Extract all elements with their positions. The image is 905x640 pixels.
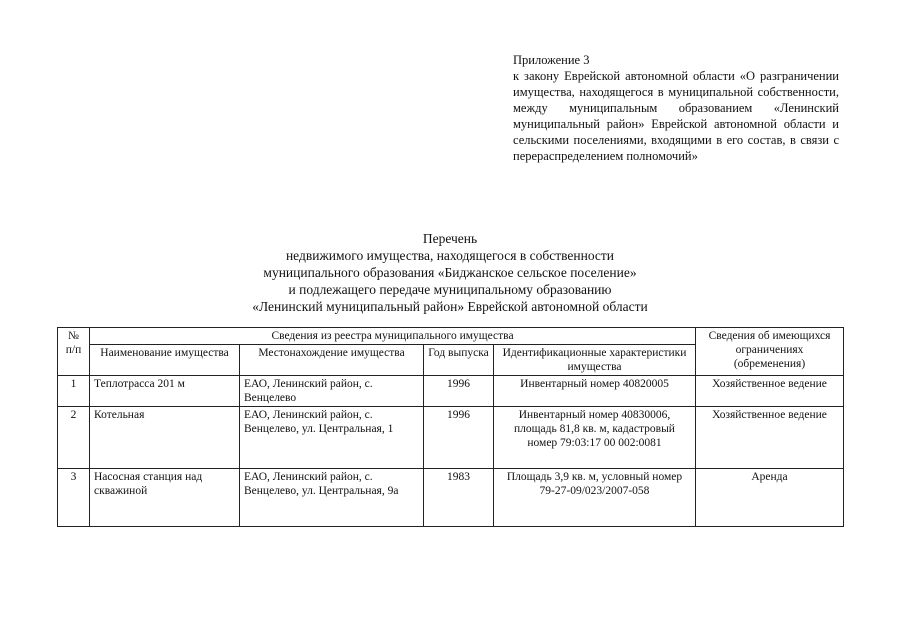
header-year: Год выпуска: [424, 345, 494, 376]
cell-encumbrance: Хозяйственное ведение: [696, 407, 844, 469]
cell-num: 3: [58, 469, 90, 527]
cell-name: Насосная станция над скважиной: [90, 469, 240, 527]
appendix-title: Приложение 3: [513, 53, 590, 67]
cell-encumbrance: Хозяйственное ведение: [696, 376, 844, 407]
cell-location: ЕАО, Ленинский район, с. Венцелево, ул. Центральная, 9а: [240, 469, 424, 527]
cell-num: 2: [58, 407, 90, 469]
header-location: Местонахождение имущества: [240, 345, 424, 376]
title-line-1: Перечень: [422, 231, 478, 246]
cell-location: ЕАО, Ленинский район, с. Венцелево: [240, 376, 424, 407]
cell-year: 1996: [424, 376, 494, 407]
document-title: [150, 230, 750, 315]
cell-name: Теплотрасса 201 м: [90, 376, 240, 407]
header-ident: Идентификационные характеристики имущества: [494, 345, 696, 376]
title-line-5: «Ленинский муниципальный район» Еврейской автономной области: [252, 299, 648, 314]
cell-year: 1983: [424, 469, 494, 527]
header-encumbrance: Сведения об имеющихся ограничениях (обременения): [696, 328, 844, 376]
property-table: [57, 327, 844, 527]
cell-location: ЕАО, Ленинский район, с. Венцелево, ул. Центральная, 1: [240, 407, 424, 469]
header-registry: Сведения из реестра муниципального имущества: [90, 328, 696, 345]
appendix-text: к закону Еврейской автономной области «О разграничении имущества, находящегося в муниципальной собственности, между муниципальным образованием «Ленинский муниципальный район» Еврейской автономной области и сельскими поселениями, входящими в его состав, в связи с перераспределением полномочий»: [513, 69, 839, 163]
table-row: [58, 407, 844, 469]
appendix-block: [513, 52, 839, 164]
header-num: № п/п: [58, 328, 90, 376]
title-line-3: муниципального образования «Биджанское сельское поселение»: [263, 265, 637, 280]
cell-ident: Площадь 3,9 кв. м, условный номер 79-27-09/023/2007-058: [494, 469, 696, 527]
cell-name: Котельная: [90, 407, 240, 469]
header-name: Наименование имущества: [90, 345, 240, 376]
cell-ident: Инвентарный номер 40820005: [494, 376, 696, 407]
title-line-2: недвижимого имущества, находящегося в собственности: [285, 248, 615, 263]
cell-encumbrance: Аренда: [696, 469, 844, 527]
cell-year: 1996: [424, 407, 494, 469]
cell-ident: Инвентарный номер 40830006, площадь 81,8 кв. м, кадастровый номер 79:03:17 00 002:0081: [494, 407, 696, 469]
cell-num: 1: [58, 376, 90, 407]
table-row: [58, 376, 844, 407]
title-line-4: и подлежащего передаче муниципальному образованию: [288, 282, 612, 297]
table-row: [58, 469, 844, 527]
